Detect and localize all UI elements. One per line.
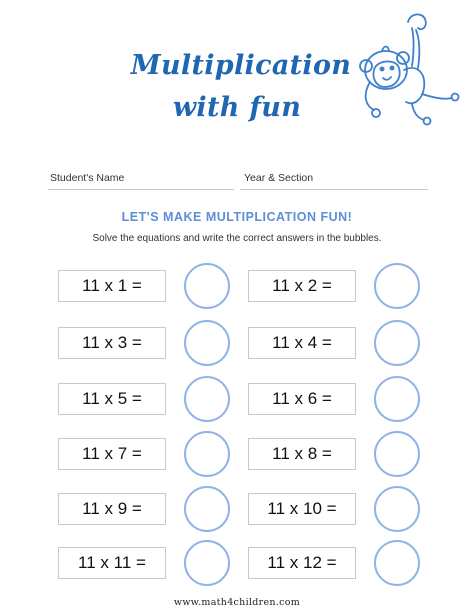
student-name-label: Student's Name (50, 172, 125, 184)
footer-url[interactable]: www.math4children.com (173, 597, 301, 608)
answer-bubble[interactable] (184, 486, 230, 532)
equation-box: 11 x 6 = (248, 383, 356, 415)
answer-bubble[interactable] (184, 263, 230, 309)
equation-box: 11 x 1 = (58, 270, 166, 302)
answer-bubble[interactable] (374, 376, 420, 422)
answer-bubble[interactable] (374, 320, 420, 366)
student-name-line[interactable] (48, 189, 234, 190)
answer-bubble[interactable] (374, 486, 420, 532)
title-line-2: with fun (172, 92, 302, 123)
answer-bubble[interactable] (374, 431, 420, 477)
equation-box: 11 x 8 = (248, 438, 356, 470)
equation-box: 11 x 12 = (248, 547, 356, 579)
answer-bubble[interactable] (374, 263, 420, 309)
title-line-1: Multiplication (130, 50, 352, 81)
answer-bubble[interactable] (184, 320, 230, 366)
instructions-text: Solve the equations and write the correct answers in the bubbles. (92, 233, 382, 244)
equation-box: 11 x 10 = (248, 493, 356, 525)
answer-bubble[interactable] (184, 431, 230, 477)
year-section-label: Year & Section (244, 172, 314, 184)
equation-box: 11 x 4 = (248, 327, 356, 359)
equation-box: 11 x 5 = (58, 383, 166, 415)
answer-bubble[interactable] (374, 540, 420, 586)
equation-box: 11 x 9 = (58, 493, 166, 525)
equation-box: 11 x 7 = (58, 438, 166, 470)
equation-box: 11 x 2 = (248, 270, 356, 302)
equation-box: 11 x 11 = (58, 547, 166, 579)
answer-bubble[interactable] (184, 540, 230, 586)
equation-box: 11 x 3 = (58, 327, 166, 359)
section-heading: LET'S MAKE MULTIPLICATION FUN! (121, 210, 353, 224)
year-section-line[interactable] (240, 189, 428, 190)
monkey-icon (352, 10, 464, 132)
answer-bubble[interactable] (184, 376, 230, 422)
